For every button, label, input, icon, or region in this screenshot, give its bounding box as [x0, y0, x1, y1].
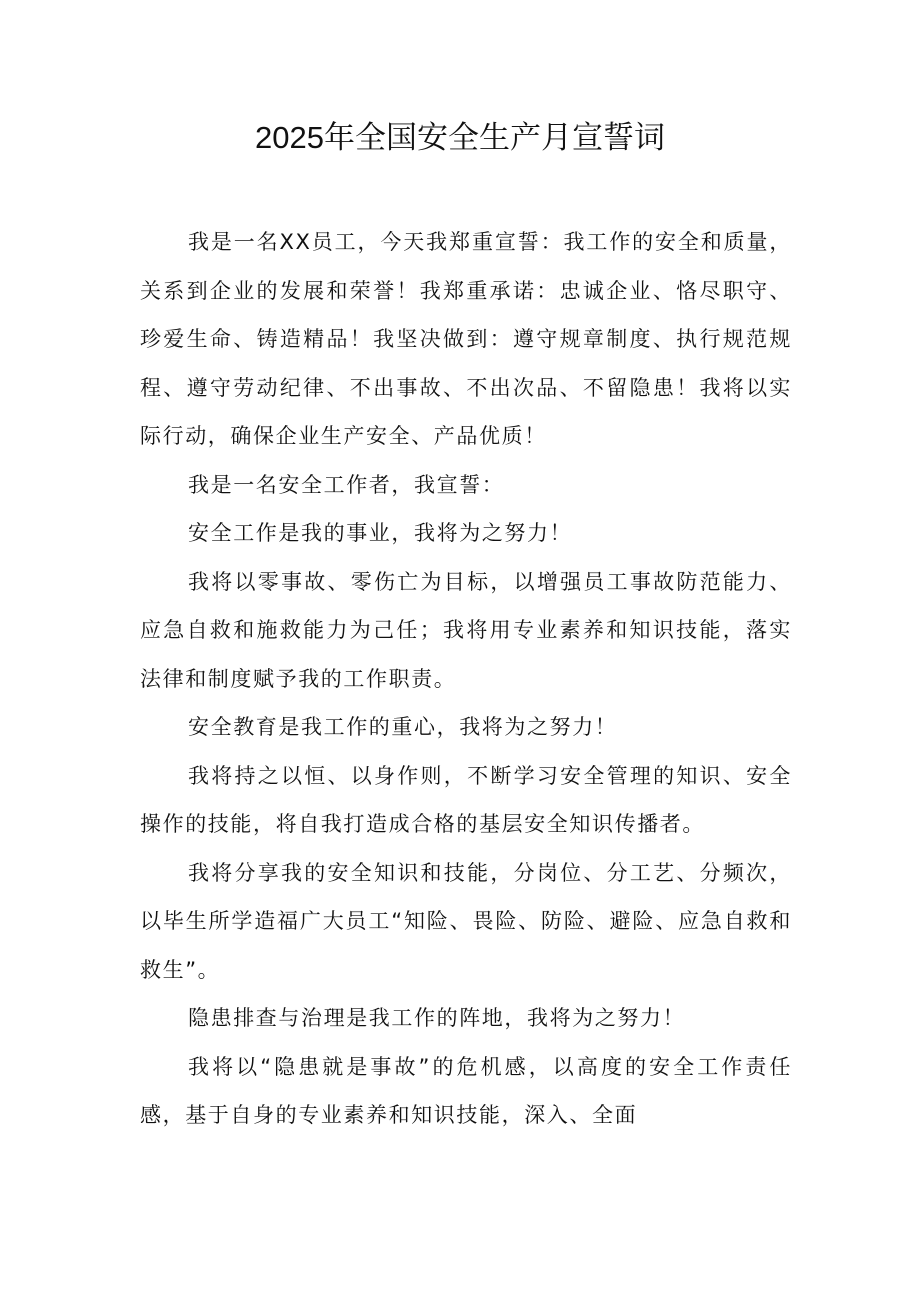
paragraph-persistence: 我将持之以恒、以身作则，不断学习安全管理的知识、安全操作的技能，将自我打造成合格的基层安全知识传播者。: [140, 763, 792, 836]
paragraph-oath-intro: 我是一名XX员工，今天我郑重宣誓：我工作的安全和质量，关系到企业的发展和荣誉！我郑重承诺：忠诚企业、恪尽职守、珍爱生命、铸造精品！我坚决做到：遵守规章制度、执行规范规程、遵守劳动纪律、不出事故、不出次品、不留隐患！我将以实际行动，确保企业生产安全、产品优质！: [140, 230, 792, 448]
paragraph-safety-career: 安全工作是我的事业，我将为之努力！: [188, 521, 573, 545]
paragraph-safety-education: 安全教育是我工作的重心，我将为之努力！: [188, 715, 618, 739]
document-title: 2025年全国安全生产月宣誓词: [255, 120, 665, 155]
paragraph-hazard-inspection: 隐患排查与治理是我工作的阵地，我将为之努力！: [188, 1006, 686, 1030]
paragraph-hazard-awareness: 我将以“隐患就是事故”的危机感，以高度的安全工作责任感，基于自身的专业素养和知识技能，深入、全面: [140, 1054, 792, 1127]
paragraph-safety-worker: 我是一名安全工作者，我宣誓：: [188, 472, 505, 497]
document-body: [140, 218, 792, 1140]
paragraph-zero-accident: 我将以零事故、零伤亡为目标，以增强员工事故防范能力、应急自救和施救能力为己任；我将用专业素养和知识技能，落实法律和制度赋予我的工作职责。: [140, 569, 792, 691]
paragraph-share-knowledge: 我将分享我的安全知识和技能，分岗位、分工艺、分频次，以毕生所学造福广大员工“知险、畏险、防险、避险、应急自救和救生”。: [140, 860, 792, 982]
